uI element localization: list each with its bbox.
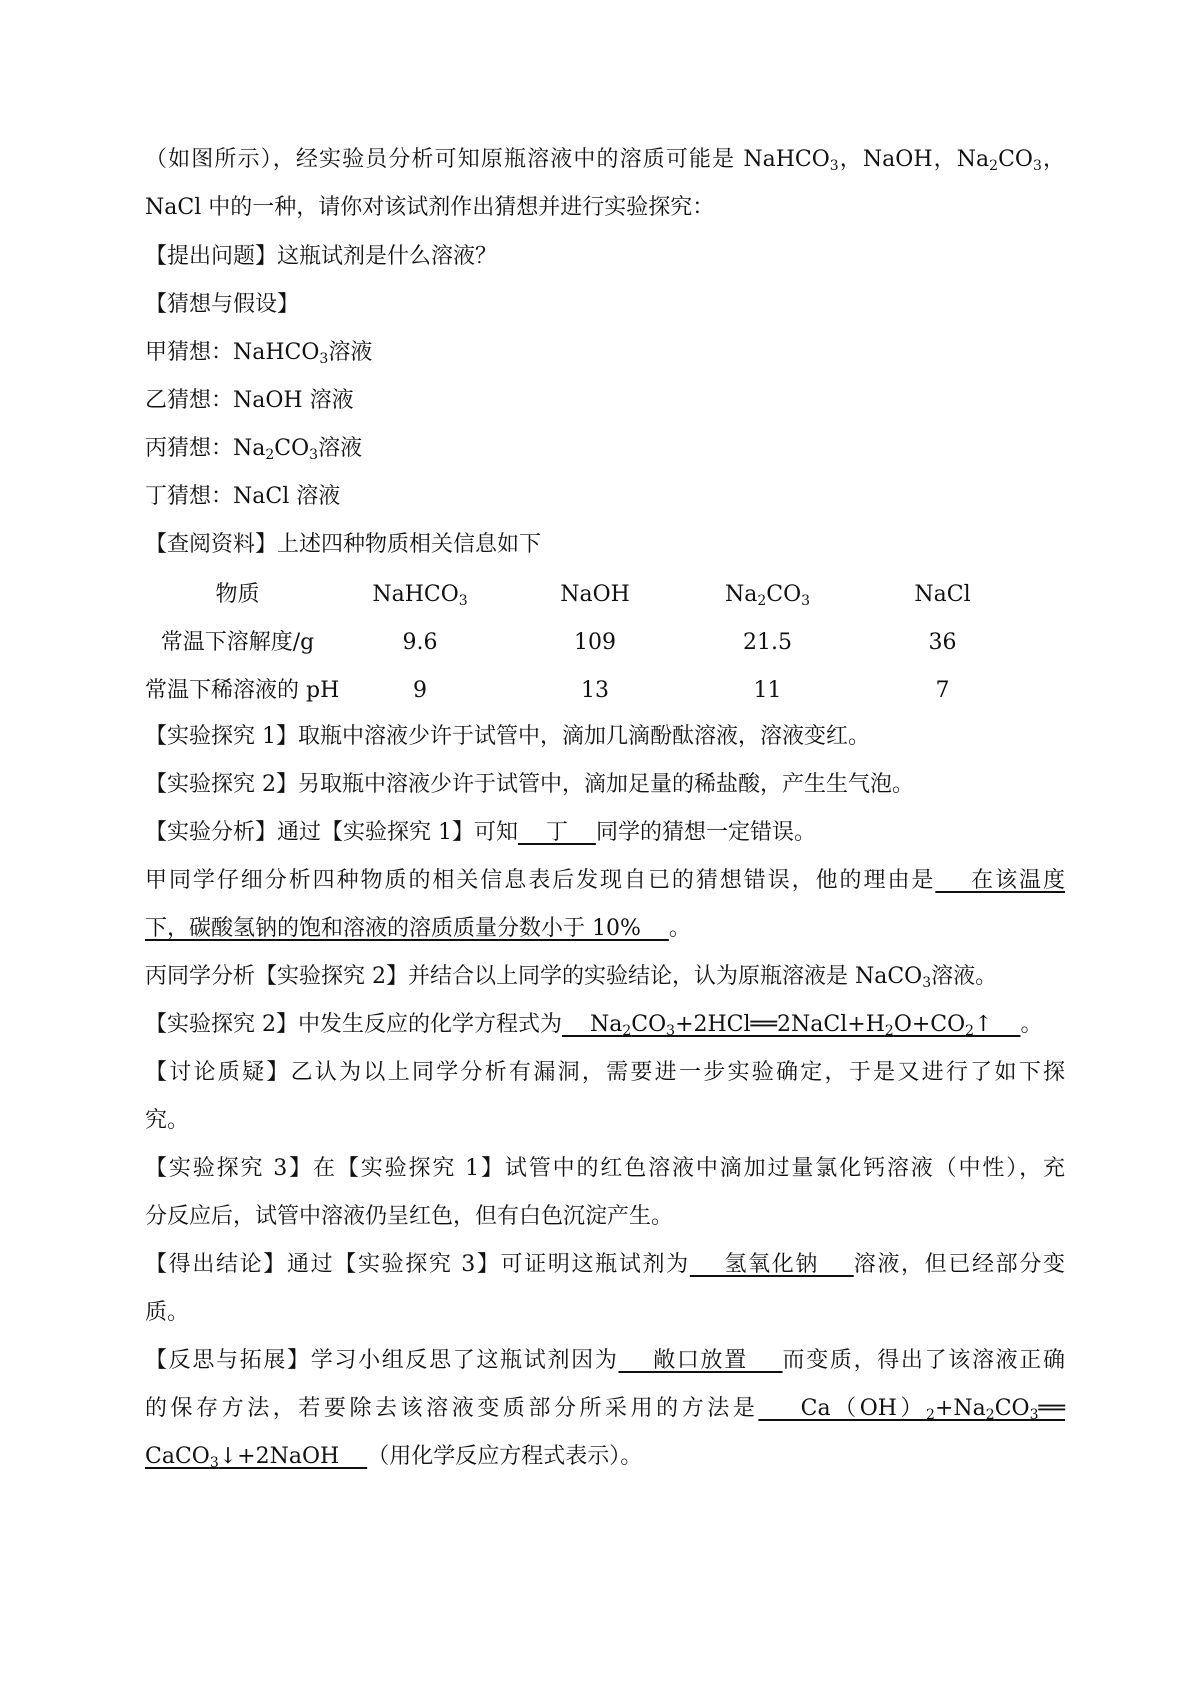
text: ，NaOH，Na [838,147,990,172]
subscript: 3 [1032,158,1042,174]
conclusion-line-1 [145,1250,1065,1280]
subscript: 3 [829,158,839,174]
subscript: 3 [1029,1407,1039,1423]
text: 。 [1020,1012,1043,1037]
table-cell: NaOH [560,582,630,607]
table-cell: 21.5 [743,630,792,655]
text: NaHCO [372,582,459,607]
table-cell: 36 [928,630,957,655]
reason-line-2 [145,914,1065,944]
subscript: 3 [922,975,932,991]
hypothesis-jia [145,338,1065,368]
subscript: 3 [309,447,319,463]
reflection-line-3 [145,1442,1065,1472]
table-cell [330,580,510,610]
hypothesis-bing [145,434,1065,464]
text: CO [274,436,310,461]
table-cell: 物质 [215,582,260,607]
table-row [145,628,1065,658]
text: ， [1041,147,1065,172]
subscript: 3 [458,593,468,609]
reflection-line-2 [145,1394,1065,1424]
text: CO [994,1396,1030,1421]
answer-blank: 氢氧化钠 [689,1252,854,1277]
subscript: 2 [265,447,275,463]
text: ↑ [974,1012,1021,1037]
analysis-line [145,818,1065,848]
table-cell: 9 [413,678,427,703]
text: 丙猜想：Na [145,436,266,461]
text: 【实验分析】通过【实验探究 1】可知 [145,820,518,845]
text: 【实验探究 2】中发生反应的化学方程式为 [145,1012,562,1037]
table-cell [680,580,855,610]
experiment-2: 【实验探究 2】另取瓶中溶液少许于试管中，滴加足量的稀盐酸，产生生气泡。 [145,772,914,797]
experiment-3-line-2: 分反应后，试管中溶液仍呈红色，但有白色沉淀产生。 [145,1204,674,1229]
subscript: 2 [985,1407,995,1423]
text: 的保存方法，若要除去该溶液变质部分所采用的方法是 [145,1396,759,1421]
table-cell: 13 [581,678,609,703]
table-header-row [145,580,1065,610]
reason-line-1 [145,866,1065,896]
reference-heading: 【查阅资料】上述四种物质相关信息如下 [145,532,542,557]
discussion-line-2: 究。 [145,1108,190,1133]
text: 溶液。 [931,964,998,989]
text: 【得出结论】通过【实验探究 3】可证明这瓶试剂为 [145,1252,690,1277]
text: 而变质，得出了该溶液正确 [782,1348,1065,1373]
table-cell: 11 [753,678,782,703]
answer-blank: 敞口放置 [618,1348,783,1373]
experiment-3-line-1: 【实验探究 3】在【实验探究 1】试管中的红色溶液中滴加过量氯化钙溶液（中性），充 [145,1156,1065,1181]
subscript: 3 [209,1455,219,1471]
text: CO [631,1012,667,1037]
table-cell: 常温下溶解度/g [160,630,315,655]
reflection-line-1 [145,1346,1065,1376]
subscript: 2 [965,1023,975,1039]
text: 甲同学仔细分析四种物质的相关信息表后发现自已的猜想错误，他的理由是 [145,868,936,893]
subscript: 2 [757,593,767,609]
text: 溶液，但已经部分变 [853,1252,1065,1277]
text: +Na [934,1396,986,1421]
text: （用化学反应方程式表示）。 [367,1444,643,1469]
table-cell: NaCl [914,582,971,607]
answer-blank [562,1012,1020,1037]
answer-blank: 在该温度 [935,868,1065,893]
text: Ca（OH） [758,1396,927,1421]
hypothesis-ding: 丁猜想：NaCl 溶液 [145,484,341,509]
subscript: 2 [622,1023,632,1039]
table-row [145,676,1065,706]
text: 溶液 [328,340,373,365]
hypothesis-heading: 【猜想与假设】 [145,292,300,317]
subscript: 2 [884,1023,894,1039]
intro-line-1 [145,145,1065,175]
answer-blank: 丁 [518,820,596,845]
text: CaCO [145,1444,210,1469]
table-cell: 7 [935,678,950,703]
intro-line-2: NaCl 中的一种，请你对该试剂作出猜想并进行实验探究： [145,195,715,220]
subscript: 3 [801,593,811,609]
table-cell: 9.6 [402,630,438,655]
subscript: 2 [989,158,999,174]
text: +2HCl══2NaCl+H [675,1012,885,1037]
discussion-line-1: 【讨论质疑】乙认为以上同学分析有漏洞，需要进一步实验确定，于是又进行了如下探 [145,1060,1065,1085]
text: Na [562,1012,623,1037]
text: 甲猜想：NaHCO [145,340,320,365]
answer-blank [145,1444,367,1469]
table-cell: 109 [574,630,616,655]
text: 。 [668,916,691,941]
question-heading: 【提出问题】这瓶试剂是什么溶液？ [145,244,498,269]
answer-blank: 下，碳酸氢钠的饱和溶液的溶质质量分数小于 10% [145,916,669,941]
text: Na [724,582,758,607]
answer-blank [758,1396,1065,1421]
equation-line [145,1010,1065,1040]
text: 丙同学分析【实验探究 2】并结合以上同学的实验结论，认为原瓶溶液是 NaCO [145,964,923,989]
text: （如图所示），经实验员分析可知原瓶溶液中的溶质可能是 NaHCO [145,147,830,172]
hypothesis-yi: 乙猜想：NaOH 溶液 [145,388,354,413]
conclusion-line-2: 质。 [145,1300,190,1325]
bing-analysis [145,962,1065,992]
text: 【反思与拓展】学习小组反思了这瓶试剂因为 [145,1348,619,1373]
text: CO [998,147,1033,172]
text: ══ [1038,1396,1065,1421]
text: CO [766,582,802,607]
text: ↓+2NaOH [218,1444,368,1469]
subscript: 2 [926,1407,935,1423]
subscript: 3 [319,351,329,367]
experiment-1: 【实验探究 1】取瓶中溶液少许于试管中，滴加几滴酚酞溶液，溶液变红。 [145,724,870,749]
text: 同学的猜想一定错误。 [595,820,816,845]
table-cell: 常温下稀溶液的 pH [145,678,340,703]
text: 溶液 [318,436,363,461]
text: O+CO [893,1012,966,1037]
subscript: 3 [666,1023,676,1039]
